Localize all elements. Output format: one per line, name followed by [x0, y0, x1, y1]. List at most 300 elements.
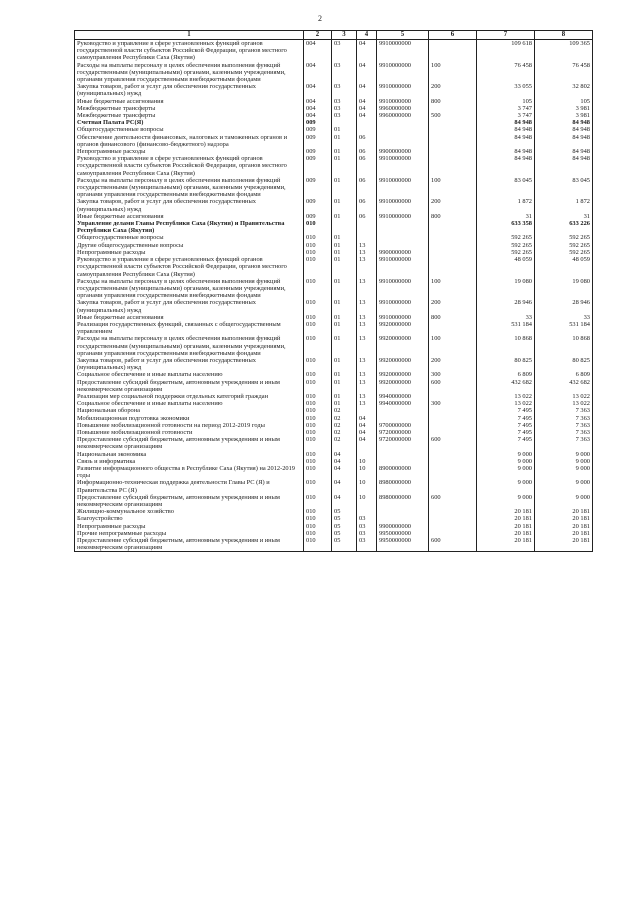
section-code: 03: [332, 83, 357, 97]
section-code: 01: [332, 256, 357, 278]
section-code: 04: [332, 465, 357, 479]
amount-col-8: 9 000: [535, 494, 593, 508]
target-article-code: 9910000000: [377, 278, 429, 300]
table-row: [75, 299, 593, 313]
amount-col-7: 9 000: [477, 479, 535, 493]
subsection-code: 13: [357, 379, 377, 393]
target-article-code: 9910000000: [377, 155, 429, 177]
section-code: 02: [332, 415, 357, 422]
header-col-2: 2: [304, 31, 332, 40]
subsection-code: 13: [357, 393, 377, 400]
amount-col-7: 7 495: [477, 429, 535, 436]
table-row: [75, 321, 593, 335]
subsection-code: 10: [357, 494, 377, 508]
amount-col-7: 592 265: [477, 242, 535, 249]
section-code: 03: [332, 105, 357, 112]
ministry-code: 009: [304, 198, 332, 212]
table-row: [75, 155, 593, 177]
target-article-code: 9920000000: [377, 371, 429, 378]
section-code: 01: [332, 314, 357, 321]
item-name: Реализация государственных функций, связанных с общегосударственным управлением: [75, 321, 304, 335]
amount-col-8: 76 458: [535, 62, 593, 84]
expense-type-code: [429, 415, 477, 422]
subsection-code: 04: [357, 415, 377, 422]
amount-col-7: 432 682: [477, 379, 535, 393]
item-name: Предоставление субсидий бюджетным, автономным учреждениям и иным некоммерческим организациям: [75, 537, 304, 552]
table-row: [75, 148, 593, 155]
item-name: Социальное обеспечение и иные выплаты населению: [75, 400, 304, 407]
amount-col-7: 6 809: [477, 371, 535, 378]
amount-col-7: 84 948: [477, 126, 535, 133]
amount-col-7: 9 000: [477, 465, 535, 479]
expense-type-code: [429, 148, 477, 155]
table-row: [75, 357, 593, 371]
expense-type-code: 600: [429, 436, 477, 450]
amount-col-7: 13 022: [477, 400, 535, 407]
expense-type-code: 100: [429, 62, 477, 84]
item-name: Информационно-техническая поддержка деятельности Главы РС (Я) и Правительства РС (Я): [75, 479, 304, 493]
section-code: 04: [332, 494, 357, 508]
amount-col-7: 20 181: [477, 537, 535, 552]
amount-col-8: 9 000: [535, 458, 593, 465]
target-article-code: 9950000000: [377, 530, 429, 537]
target-article-code: 9900000000: [377, 523, 429, 530]
target-article-code: [377, 508, 429, 515]
ministry-code: 010: [304, 357, 332, 371]
subsection-code: 06: [357, 213, 377, 220]
subsection-code: [357, 234, 377, 241]
section-code: 02: [332, 429, 357, 436]
amount-col-8: 19 080: [535, 278, 593, 300]
target-article-code: 9920000000: [377, 321, 429, 335]
item-name: Другие общегосударственные вопросы: [75, 242, 304, 249]
table-row: [75, 256, 593, 278]
amount-col-8: 20 181: [535, 523, 593, 530]
expense-type-code: [429, 249, 477, 256]
amount-col-7: 84 948: [477, 155, 535, 177]
header-col-1: 1: [75, 31, 304, 40]
item-name: Управление делами Главы Республики Саха (Якутия) и Правительства Республики Саха (Якутия): [75, 220, 304, 234]
section-code: 01: [332, 126, 357, 133]
table-row: [75, 126, 593, 133]
expense-type-code: 200: [429, 198, 477, 212]
amount-col-8: 84 948: [535, 126, 593, 133]
target-article-code: 9910000000: [377, 98, 429, 105]
amount-col-7: 31: [477, 213, 535, 220]
subsection-code: 04: [357, 105, 377, 112]
subsection-code: [357, 451, 377, 458]
ministry-code: 010: [304, 515, 332, 522]
amount-col-8: 84 948: [535, 155, 593, 177]
section-code: 05: [332, 530, 357, 537]
ministry-code: 010: [304, 537, 332, 552]
expense-type-code: 300: [429, 371, 477, 378]
target-article-code: 9940000000: [377, 400, 429, 407]
table-row: [75, 314, 593, 321]
amount-col-7: 9 000: [477, 458, 535, 465]
subsection-code: 13: [357, 371, 377, 378]
subsection-code: [357, 126, 377, 133]
ministry-code: 010: [304, 451, 332, 458]
item-name: Связь и информатика: [75, 458, 304, 465]
amount-col-7: 7 495: [477, 436, 535, 450]
item-name: Закупка товаров, работ и услуг для обеспечения государственных (муниципальных) нужд: [75, 299, 304, 313]
target-article-code: [377, 126, 429, 133]
subsection-code: [357, 407, 377, 414]
target-article-code: [377, 415, 429, 422]
ministry-code: 010: [304, 429, 332, 436]
section-code: 01: [332, 134, 357, 148]
expense-type-code: 800: [429, 314, 477, 321]
table-row: [75, 393, 593, 400]
section-code: 01: [332, 249, 357, 256]
amount-col-8: 10 868: [535, 335, 593, 357]
amount-col-7: 9 000: [477, 494, 535, 508]
target-article-code: 9720000000: [377, 429, 429, 436]
subsection-code: 04: [357, 83, 377, 97]
ministry-code: 010: [304, 379, 332, 393]
item-name: Закупка товаров, работ и услуг для обеспечения государственных (муниципальных) нужд: [75, 198, 304, 212]
expense-type-code: [429, 429, 477, 436]
expense-type-code: [429, 126, 477, 133]
target-article-code: [377, 134, 429, 148]
amount-col-7: 84 948: [477, 119, 535, 126]
target-article-code: 9950000000: [377, 537, 429, 552]
amount-col-8: 6 809: [535, 371, 593, 378]
item-name: Руководство и управление в сфере установленных функций органов государственной власти субъектов Российской Федерации, органов местного самоуправления Республики Саха (Якутия): [75, 155, 304, 177]
amount-col-8: 80 825: [535, 357, 593, 371]
target-article-code: 9910000000: [377, 62, 429, 84]
table-row: [75, 451, 593, 458]
section-code: 03: [332, 112, 357, 119]
amount-col-8: 20 181: [535, 530, 593, 537]
section-code: 04: [332, 479, 357, 493]
table-row: [75, 371, 593, 378]
amount-col-8: 7 363: [535, 429, 593, 436]
ministry-code: 010: [304, 321, 332, 335]
amount-col-8: 592 265: [535, 242, 593, 249]
amount-col-8: 7 363: [535, 436, 593, 450]
amount-col-8: 7 363: [535, 422, 593, 429]
item-name: Развитие информационного общества в Республике Саха (Якутия) на 2012-2019 годы: [75, 465, 304, 479]
target-article-code: [377, 515, 429, 522]
item-name: Общегосударственные вопросы: [75, 234, 304, 241]
ministry-code: 010: [304, 393, 332, 400]
amount-col-8: 9 000: [535, 465, 593, 479]
subsection-code: 03: [357, 523, 377, 530]
header-col-6: 6: [429, 31, 477, 40]
subsection-code: 03: [357, 530, 377, 537]
table-header: [75, 31, 593, 40]
ministry-code: 010: [304, 494, 332, 508]
section-code: 02: [332, 407, 357, 414]
item-name: Непрограммные расходы: [75, 249, 304, 256]
table-row: [75, 429, 593, 436]
target-article-code: 9920000000: [377, 357, 429, 371]
section-code: 05: [332, 537, 357, 552]
item-name: Расходы на выплаты персоналу в целях обеспечения выполнения функций государственными (муниципальными) органами, казенными учреждениями, органами управления государственными внебюджетными фондами: [75, 177, 304, 199]
expense-type-code: [429, 234, 477, 241]
item-name: Национальная экономика: [75, 451, 304, 458]
target-article-code: 9910000000: [377, 213, 429, 220]
amount-col-7: 633 358: [477, 220, 535, 234]
target-article-code: 9910000000: [377, 299, 429, 313]
ministry-code: 010: [304, 256, 332, 278]
amount-col-7: 20 181: [477, 530, 535, 537]
expense-type-code: 300: [429, 400, 477, 407]
amount-col-8: 31: [535, 213, 593, 220]
expense-type-code: [429, 155, 477, 177]
amount-col-8: 32 802: [535, 83, 593, 97]
target-article-code: [377, 220, 429, 234]
section-code: 01: [332, 357, 357, 371]
expense-type-code: 200: [429, 299, 477, 313]
amount-col-8: 109 365: [535, 40, 593, 62]
subsection-code: 04: [357, 436, 377, 450]
item-name: Жилищно-коммунальное хозяйство: [75, 508, 304, 515]
ministry-code: 010: [304, 314, 332, 321]
section-code: 04: [332, 451, 357, 458]
target-article-code: [377, 407, 429, 414]
amount-col-7: 20 181: [477, 508, 535, 515]
amount-col-8: 20 181: [535, 508, 593, 515]
expense-type-code: 200: [429, 357, 477, 371]
section-code: 01: [332, 321, 357, 335]
expense-type-code: [429, 530, 477, 537]
item-name: Расходы на выплаты персоналу в целях обеспечения выполнения функций государственными (муниципальными) органами, казенными учреждениями, органами управления государственными внебюджетными фондами: [75, 335, 304, 357]
amount-col-7: 28 946: [477, 299, 535, 313]
header-col-3: 3: [332, 31, 357, 40]
subsection-code: 13: [357, 335, 377, 357]
amount-col-8: 3 981: [535, 112, 593, 119]
expense-type-code: 500: [429, 112, 477, 119]
ministry-code: 010: [304, 422, 332, 429]
expense-type-code: 800: [429, 98, 477, 105]
table-row: [75, 508, 593, 515]
section-code: 05: [332, 515, 357, 522]
amount-col-8: 13 022: [535, 393, 593, 400]
section-code: 05: [332, 508, 357, 515]
amount-col-7: 84 948: [477, 134, 535, 148]
section-code: 02: [332, 436, 357, 450]
table-row: [75, 379, 593, 393]
amount-col-7: 33: [477, 314, 535, 321]
table-row: [75, 134, 593, 148]
ministry-code: 009: [304, 213, 332, 220]
item-name: Благоустройство: [75, 515, 304, 522]
target-article-code: 9720000000: [377, 436, 429, 450]
target-article-code: [377, 234, 429, 241]
subsection-code: 04: [357, 112, 377, 119]
target-article-code: 9910000000: [377, 177, 429, 199]
amount-col-8: 105: [535, 98, 593, 105]
item-name: Счетная Палата РС(Я): [75, 119, 304, 126]
subsection-code: 04: [357, 40, 377, 62]
target-article-code: 9960000000: [377, 112, 429, 119]
section-code: 02: [332, 422, 357, 429]
ministry-code: 004: [304, 62, 332, 84]
table-row: [75, 465, 593, 479]
ministry-code: 010: [304, 508, 332, 515]
expense-type-code: [429, 220, 477, 234]
amount-col-7: 105: [477, 98, 535, 105]
amount-col-8: 592 265: [535, 249, 593, 256]
table-row: [75, 400, 593, 407]
target-article-code: 9940000000: [377, 393, 429, 400]
section-code: 03: [332, 40, 357, 62]
subsection-code: 13: [357, 242, 377, 249]
section-code: 05: [332, 523, 357, 530]
ministry-code: 010: [304, 400, 332, 407]
target-article-code: 9920000000: [377, 335, 429, 357]
header-col-8: 8: [535, 31, 593, 40]
target-article-code: 8980000000: [377, 479, 429, 493]
amount-col-8: 20 181: [535, 537, 593, 552]
item-name: Социальное обеспечение и иные выплаты населению: [75, 371, 304, 378]
table-row: [75, 415, 593, 422]
table-row: [75, 234, 593, 241]
table-row: [75, 436, 593, 450]
section-code: 03: [332, 62, 357, 84]
target-article-code: 9900000000: [377, 249, 429, 256]
item-name: Предоставление субсидий бюджетным, автономным учреждениям и иным некоммерческим организациям: [75, 436, 304, 450]
item-name: Иные бюджетные ассигнования: [75, 98, 304, 105]
expense-type-code: 200: [429, 83, 477, 97]
target-article-code: [377, 242, 429, 249]
subsection-code: 10: [357, 458, 377, 465]
target-article-code: 9700000000: [377, 422, 429, 429]
expense-type-code: [429, 105, 477, 112]
ministry-code: 004: [304, 83, 332, 97]
amount-col-8: 592 265: [535, 234, 593, 241]
ministry-code: 010: [304, 465, 332, 479]
table-row: [75, 523, 593, 530]
ministry-code: 010: [304, 278, 332, 300]
amount-col-8: 20 181: [535, 515, 593, 522]
amount-col-7: 592 265: [477, 249, 535, 256]
section-code: 01: [332, 148, 357, 155]
table-row: [75, 98, 593, 105]
subsection-code: 06: [357, 148, 377, 155]
amount-col-8: 1 872: [535, 198, 593, 212]
table-row: [75, 83, 593, 97]
table-row: [75, 198, 593, 212]
amount-col-7: 531 184: [477, 321, 535, 335]
page-number: 2: [318, 14, 322, 23]
item-name: Расходы на выплаты персоналу в целях обеспечения выполнения функций государственными (муниципальными) органами, казенными учреждениями, органами управления государственными внебюджетными фондами: [75, 62, 304, 84]
table-row: [75, 105, 593, 112]
ministry-code: 009: [304, 155, 332, 177]
ministry-code: 004: [304, 112, 332, 119]
section-code: 03: [332, 98, 357, 105]
subsection-code: 06: [357, 177, 377, 199]
table-row: [75, 515, 593, 522]
ministry-code: 010: [304, 458, 332, 465]
expense-type-code: [429, 242, 477, 249]
amount-col-7: 1 872: [477, 198, 535, 212]
ministry-code: 004: [304, 98, 332, 105]
target-article-code: 9960000000: [377, 105, 429, 112]
ministry-code: 010: [304, 234, 332, 241]
ministry-code: 010: [304, 220, 332, 234]
amount-col-8: 9 000: [535, 451, 593, 458]
ministry-code: 009: [304, 177, 332, 199]
ministry-code: 010: [304, 436, 332, 450]
section-code: 01: [332, 155, 357, 177]
item-name: Предоставление субсидий бюджетным, автономным учреждениям и иным некоммерческим организациям: [75, 379, 304, 393]
ministry-code: 010: [304, 523, 332, 530]
header-col-5: 5: [377, 31, 429, 40]
item-name: Расходы на выплаты персоналу в целях обеспечения выполнения функций государственными (муниципальными) органами, казенными учреждениями, органами управления государственными внебюджетными фондами: [75, 278, 304, 300]
item-name: Общегосударственные вопросы: [75, 126, 304, 133]
item-name: Обеспечение деятельности финансовых, налоговых и таможенных органов и органов финансового (финансово-бюджетного) надзора: [75, 134, 304, 148]
item-name: Закупка товаров, работ и услуг для обеспечения государственных (муниципальных) нужд: [75, 83, 304, 97]
ministry-code: 010: [304, 407, 332, 414]
section-code: 01: [332, 371, 357, 378]
table-row: [75, 242, 593, 249]
amount-col-7: 84 948: [477, 148, 535, 155]
amount-col-7: 109 618: [477, 40, 535, 62]
subsection-code: [357, 119, 377, 126]
section-code: [332, 220, 357, 234]
amount-col-7: 3 747: [477, 112, 535, 119]
table-row: [75, 458, 593, 465]
table-row: [75, 119, 593, 126]
expense-type-code: [429, 134, 477, 148]
target-article-code: 8900000000: [377, 465, 429, 479]
item-name: Межбюджетные трансферты: [75, 105, 304, 112]
table-row: [75, 278, 593, 300]
header-col-7: 7: [477, 31, 535, 40]
subsection-code: [357, 508, 377, 515]
table-row: [75, 40, 593, 62]
expense-type-code: 100: [429, 177, 477, 199]
table-row: [75, 112, 593, 119]
target-article-code: 9900000000: [377, 148, 429, 155]
item-name: Руководство и управление в сфере установленных функций органов государственной власти субъектов Российской Федерации, органов местного самоуправления Республики Саха (Якутия): [75, 256, 304, 278]
item-name: Иные бюджетные ассигнования: [75, 213, 304, 220]
expense-type-code: [429, 479, 477, 493]
subsection-code: 04: [357, 98, 377, 105]
amount-col-7: 83 045: [477, 177, 535, 199]
subsection-code: 13: [357, 321, 377, 335]
table-row: [75, 530, 593, 537]
expense-type-code: [429, 40, 477, 62]
subsection-code: 10: [357, 465, 377, 479]
section-code: 01: [332, 213, 357, 220]
amount-col-7: 7 495: [477, 407, 535, 414]
amount-col-7: 7 495: [477, 415, 535, 422]
ministry-code: 009: [304, 148, 332, 155]
expense-type-code: [429, 451, 477, 458]
amount-col-7: 20 181: [477, 523, 535, 530]
expense-type-code: [429, 508, 477, 515]
amount-col-7: 7 495: [477, 422, 535, 429]
table-row: [75, 335, 593, 357]
ministry-code: 010: [304, 242, 332, 249]
amount-col-8: 531 184: [535, 321, 593, 335]
subsection-code: 13: [357, 249, 377, 256]
subsection-code: 13: [357, 357, 377, 371]
ministry-code: 009: [304, 119, 332, 126]
amount-col-7: 19 080: [477, 278, 535, 300]
subsection-code: 03: [357, 537, 377, 552]
amount-col-8: 13 022: [535, 400, 593, 407]
expense-type-code: [429, 515, 477, 522]
item-name: Межбюджетные трансферты: [75, 112, 304, 119]
subsection-code: 10: [357, 479, 377, 493]
subsection-code: 13: [357, 314, 377, 321]
